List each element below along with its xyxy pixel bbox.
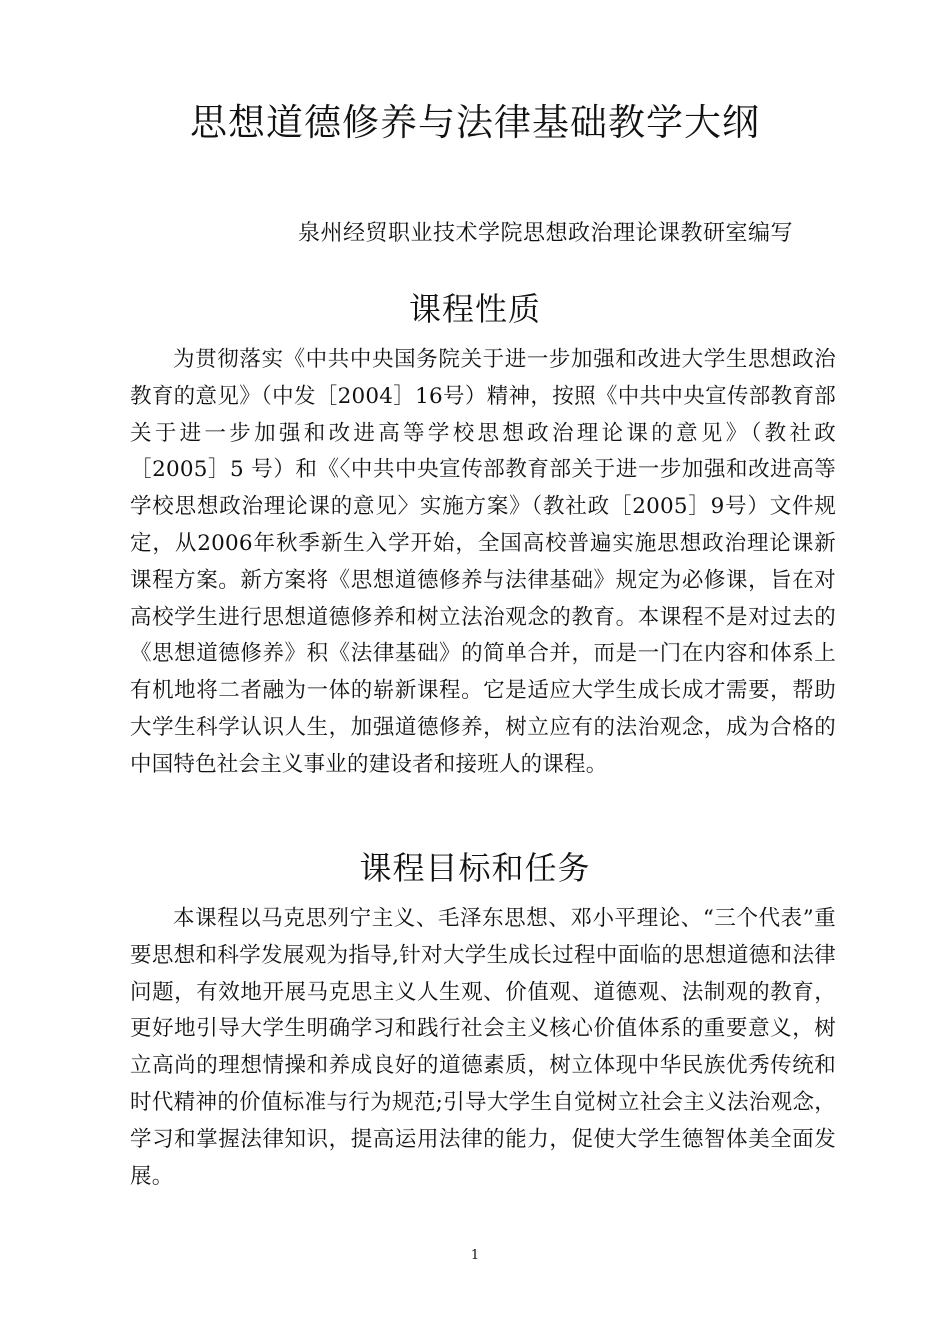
page-number: 1	[470, 1248, 480, 1263]
section-heading-course-objectives: 课程目标和任务	[359, 849, 591, 887]
document-title: 思想道德修养与法律基础教学大纲	[190, 101, 760, 144]
author-line: 泉州经贸职业技术学院思想政治理论课教研室编写	[298, 221, 794, 246]
course-nature-paragraph: 为贯彻落实《中共中央国务院关于进一步加强和改进大学生思想政治教育的意见》（中发［2004］16号）精神，按照《中共中央宣传部教育部关于进一步加强和改进高等学校思想政治理论课的意见》（教社政［2005］5 号）和《〈中共中央宣传部教育部关于进一步加强和改进高等学校思想政治理论课的意见〉实施方案》（教社政［2005］9号）文件规定，从2006年秋季新生入学开始，全国高校普遍实施思想政治理论课新课程方案。新方案将《思想道德修养与法律基础》规定为必修课，旨在对高校学生进行思想道德修养和树立法治观念的教育。本课程不是对过去的《思想道德修养》积《法律基础》的简单合并，而是一门在内容和体系上有机地将二者融为一体的崭新课程。它是适应大学生成长成才需要，帮助大学生科学认识人生，加强道德修养，树立应有的法治观念，成为合格的中国特色社会主义事业的建设者和接班人的课程。	[130, 347, 836, 777]
course-objectives-paragraph: 本课程以马克思列宁主义、毛泽东思想、邓小平理论、“三个代表”重要思想和科学发展观为指导,针对大学生成长过程中面临的思想道德和法律问题，有效地开展马克思主义人生观、价值观、道德观、法制观的教育，更好地引导大学生明确学习和践行社会主义核心价值体系的重要意义，树立高尚的理想情操和养成良好的道德素质，树立体现中华民族优秀传统和时代精神的价值标准与行为规范;引导大学生自觉树立社会主义法治观念，学习和掌握法律知识，提高运用法律的能力，促使大学生德智体美全面发展。	[130, 906, 836, 1189]
section-heading-course-nature: 课程性质	[408, 290, 541, 328]
